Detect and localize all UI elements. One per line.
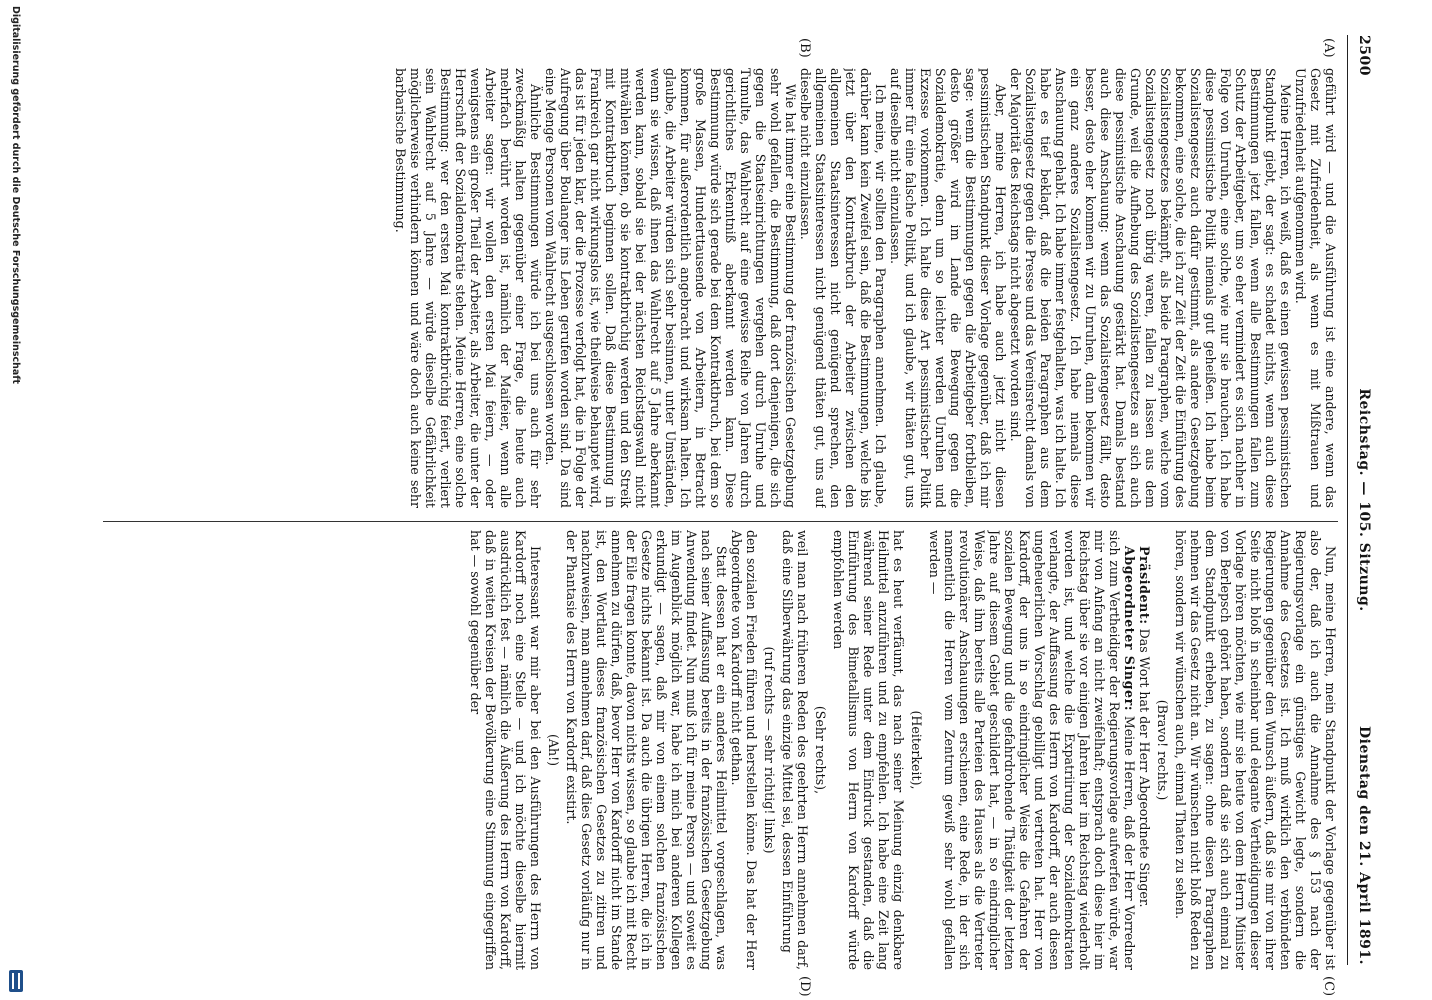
margin-mark-a: (A) — [1321, 38, 1336, 58]
right-paragraph-1: Nun, meine Herren, mein Standpunkt der Vorlage gegenüber ist also der, daß ich auch die Annahme des § 153 nach der Regierungsvorlage ein günstiges Gewicht legte, sondern die Annahme des Gesetzes ist. Ich muß wirklich den verbündeten Regierungen gegenüber den Wunsch äußern, daß sie mir von ihrer Seite nicht bloß in scheinbar und elegante Vertheidigungen dieser Vorlage hören möchten, wie mir sie heute von dem Herrn Minister von Berlepsch gehört haben, sondern daß sie sich auch einmal zu dem Standpunkt erheben, zu sagen: ohne diesen Paragraphen nehmen wir das Gesetz nicht an. Wir wünschen nicht bloß Reden zu hören, sondern wir wünschen auch, einmal Thaten zu sehen. — [1173, 530, 1338, 970]
interjection-4: (Ah!) — [546, 733, 561, 767]
singer-text: Meine Herren, daß der Herr Vorredner sich zum Vertheidiger der Regierungsvorlage aufwerfen würde, war mir von Anfang an nicht zweifelhaft; entsprach doch diese hier im Reichstag über sie vor einigen Jahren hier im Reichstag wiederholt worden ist, und welche die Expatriirung der Sozialdemokraten verlangte, der Auffassung des Herrn von Kardorff, der auch diesen ungeheuerlichen Vorschlag gebilligt und vertreten hat. Herr von Kardorff, der uns in so eindringlicher Weise die Gefahren der sozialen Bewegung und die gefahrdrohende Thätigkeit der letzten Jahre auf diesem Gebiet geschildert hat, — in so eindringlicher Weise, daß ihm bereits alle Parteien des Hauses als die Vertreter revolutionärer Anschauungen erschienen, eine Rede, in der sich namentlich die Herren vom Zentrum gewiß sehr wohl gefallen werden — — [927, 530, 1137, 970]
left-paragraph-3: Aber, meine Herren, ich habe auch jetzt nicht diesen pessimistischen Standpunkt dieser Vorlage gegenüber, daß ich mir sage: wenn die Bestimmungen gegen die Arbeitgeber fortbleiben, desto größer wird im Lande die Bewegung gegen die Sozialdemokratie, denn um so leichter werden Unruhen und Exzesse vorkommen. Ich halte diese Art pessimistischer Politik immer für eine falsche Politik, und ich glaube, wir thäten gut, uns auf dieselbe nicht einzulassen. — [888, 68, 1008, 508]
margin-mark-c: (C) — [1321, 976, 1336, 997]
left-paragraph-1: geführt wird — und die Ausführung ist eine andere, wenn das Gesetz mit Zufriedenheit, als wenn es mit Mißtrauen und Unzufriedenheit aufgenommen wird. — [1293, 68, 1338, 508]
right-paragraph-5: weil man nach früheren Reden des geehrten Herrn annehmen darf, daß eine Silberwährung das einzige Mittel sei, dessen Einführung — [780, 530, 810, 970]
footer-credit: Digitalisierung gefördert durch die Deutsche Forschungsgemeinschaft — [10, 6, 21, 384]
speaker-singer: Abgeordneter Singer: — [1122, 546, 1137, 712]
right-paragraph-8: Interessant war mir aber bei den Ausführungen des Herrn von Kardorff noch eine Stelle — und ich möchte dieselbe hiermit ausdrücklich fest — nämlich die Äußerung des Herrn von Kardorff, daß in weiten Kreisen der Bevölkerung eine Stimmung eingegriffen hat — sowohl gegenüber der — [468, 530, 543, 970]
margin-mark-d: (D) — [797, 976, 812, 997]
applause-note: (Bravo! rechts.) — [1155, 699, 1170, 801]
page-number: 2500 — [1356, 35, 1372, 76]
right-column — [103, 530, 1338, 970]
column-divider — [103, 521, 1338, 522]
header-date: Dienstag den 21. April 1891. — [1356, 726, 1372, 965]
left-paragraph-2: Meine Herren, ich weiß, daß es einen gewissen pessimistischen Standpunkt giebt, der sagt: es schadet nichts, wenn auch diese Bestimmungen jetzt fallen, wenn alle Bestimmungen fallen zum Schutz der Arbeitgeber, um so eher vermindert es sich nachher in Folge von Unruhen, eine solche, wie nur sie brauchen. Ich habe diese pessimistische Politik niemals gut geheißen. Ich habe beim Sozialistengesetz auch dafür gestimmt, als andere Gesetzgebung bekommen, eine solche, die ich zur Zeit der Zeit die Einführung des Sozialistengesetzes bekämpft, als beide Paragraphen, welche vom Sozialistengesetz noch übrig waren, fallen zu lassen aus dem Grunde, weil die Aufhebung des Sozialistengesetzes an sich auch diese pessimistische Anschauung gestärkt hat. Damals bestand auch diese Anschauung: wenn das Sozialistengesetz fällt, desto besser, desto eher kommen wir zu Unruhen, dann bekommen wir ein ganz anderes Sozialistengesetz. Ich habe niemals diese Anschauung gehabt. Ich habe immer festgehalten, was ich halte. Ich habe es tief beklagt, daß die beiden Paragraphen aus dem Sozialistengesetz gegen die Presse und das Vereinsrecht damals von der Majorität des Reichstags nicht abgesetzt worden sind. — [1008, 68, 1293, 508]
header-title: Reichstag. — 105. Sitzung. — [1356, 388, 1372, 612]
left-paragraph-4: Ich meine, wir sollten den Paragraphen annehmen. Ich glaube, darüber kann kein Zweifel sein, daß die Bestimmungen, welche bis jetzt über den Kontraktbruch der Arbeiter zwischen den allgemeinen Staatsinteressen nicht genügend sprechen, den allgemeinen Staatsinteressen nicht genügend thäten gut, uns auf dieselbe nicht einzulassen. — [798, 68, 888, 508]
right-paragraph-4: hat es heut verfäumt, das nach seiner Meinung einzig denkbare Heilmittel anzuführen und zu empfehlen. Ich habe eine Zeit lang während seiner Rede unter dem Eindruck gestanden, daß die Einführung des Bimetallismus von Herrn von Kardorff würde empfohlen werden — [831, 530, 906, 970]
president-text: Das Wort hat der Herr Abgeordnete Singer. — [1137, 628, 1152, 908]
interjection-3: (ruf rechts — sehr richtig! links) — [762, 646, 777, 854]
left-paragraph-5: Wie hat immer eine Bestimmung der französischen Gesetzgebung sehr wohl gefallen, die Bestimmung, daß dort denjenigen, die sich gegen die Staatseinrichtungen vergehen durch Unruhe und Tumulte, das Wahlrecht auf eine gewisse Reihe von Jahren durch gerichtliches Erkenntniß aberkannt werden kann. Diese Bestimmung würde sich gerade bei dem Kontraktbruch, bei dem so große Massen, Hunderttausende von Arbeitern, in Betracht kommen, für außerordentlich angebracht und wirksam halten. Ich glaube, die Arbeiter würden sich sehr besinnen, unter Umständen, wenn sie wissen, daß ihnen das Wahlrecht auf 5 Jahre aberkannt werden kann, sobald sie bei der nächsten Reichstagswahl nicht mitwählen könnten, ob sie kontraktbrüchig werden und den Streik mit Kontraktbruch beginnen sollen. Daß diese Bestimmung in Frankreich gar nicht wirkungslos ist, wie theilweise behauptet wird, das ist für jeden klar, der die Prozesse verfolgt hat, die in Folge der Aufregung über Boulanger ins Leben gerufen worden sind. Da sind eine Menge Personen vom Wahlrecht ausgeschlossen worden. — [543, 68, 798, 508]
digitization-footer — [6, 0, 24, 1000]
speaker-president: Präsident: — [1137, 546, 1152, 625]
interjection-2: (Sehr rechts), — [813, 705, 828, 795]
left-paragraph-6: Ähnliche Bestimmungen würde ich bei uns auch für sehr zweckmäßig halten gegenüber einer Frage, die heute auch mehrfach berührt worden ist, nämlich der Maifeier, wenn alle Arbeiter sagen: wir wollen den ersten Mai feiern, — oder wenigstens ein großer Theil der Arbeiter, als Arbeiter, die unter der Herrschaft der Sozialdemokratie stehen. Meine Herren, eine solche Bestimmung: wer den ersten Mai kontraktbrüchig feiert, verliert sein Wahlrecht auf 5 Jahre — würde dieselbe Gefährlichkeit möglicherweise verhindern können und wäre doch auch keine sehr barbarische Bestimmung. — [393, 68, 543, 508]
singer-statement — [927, 530, 1137, 970]
president-statement — [1137, 530, 1152, 970]
left-column — [103, 68, 1338, 508]
dfg-logo-icon — [9, 970, 23, 992]
right-paragraph-6: den sozialen Frieden führen und herstellen könne. Das hat der Herr Abgeordnete von Kardorff nicht gethan. — [729, 530, 759, 970]
interjection-1: (Heiterkeit), — [909, 710, 924, 790]
margin-mark-b: (B) — [797, 38, 812, 58]
page-header — [1347, 35, 1376, 965]
right-paragraph-7: Statt dessen hat er ein anderes Heilmittel vorgeschlagen, was nach seiner Auffassung bereits in der französischen Gesetzgebung Anwendung findet. Nun muß ich für meine Person — und soweit es im Augenblick möglich war, habe ich mich bei anderen Kollegen erkundigt — sagen, daß mir von einem solchen französischen Gesetze nichts bekannt ist. Da auch die übrigen Herren, die ich in der Eile fragen konnte, davon nichts wissen, so glaube ich mit Recht annehmen zu dürfen, daß, bevor Herr von Kardorff nicht im Stande ist, den Wortlaut dieses französischen Gesetzes zu zitiren und nachzuweisen, man annehmen darf, daß dies Gesetz vorläufig nur in der Phantasie des Herrn von Kardorff existirt. — [564, 530, 729, 970]
